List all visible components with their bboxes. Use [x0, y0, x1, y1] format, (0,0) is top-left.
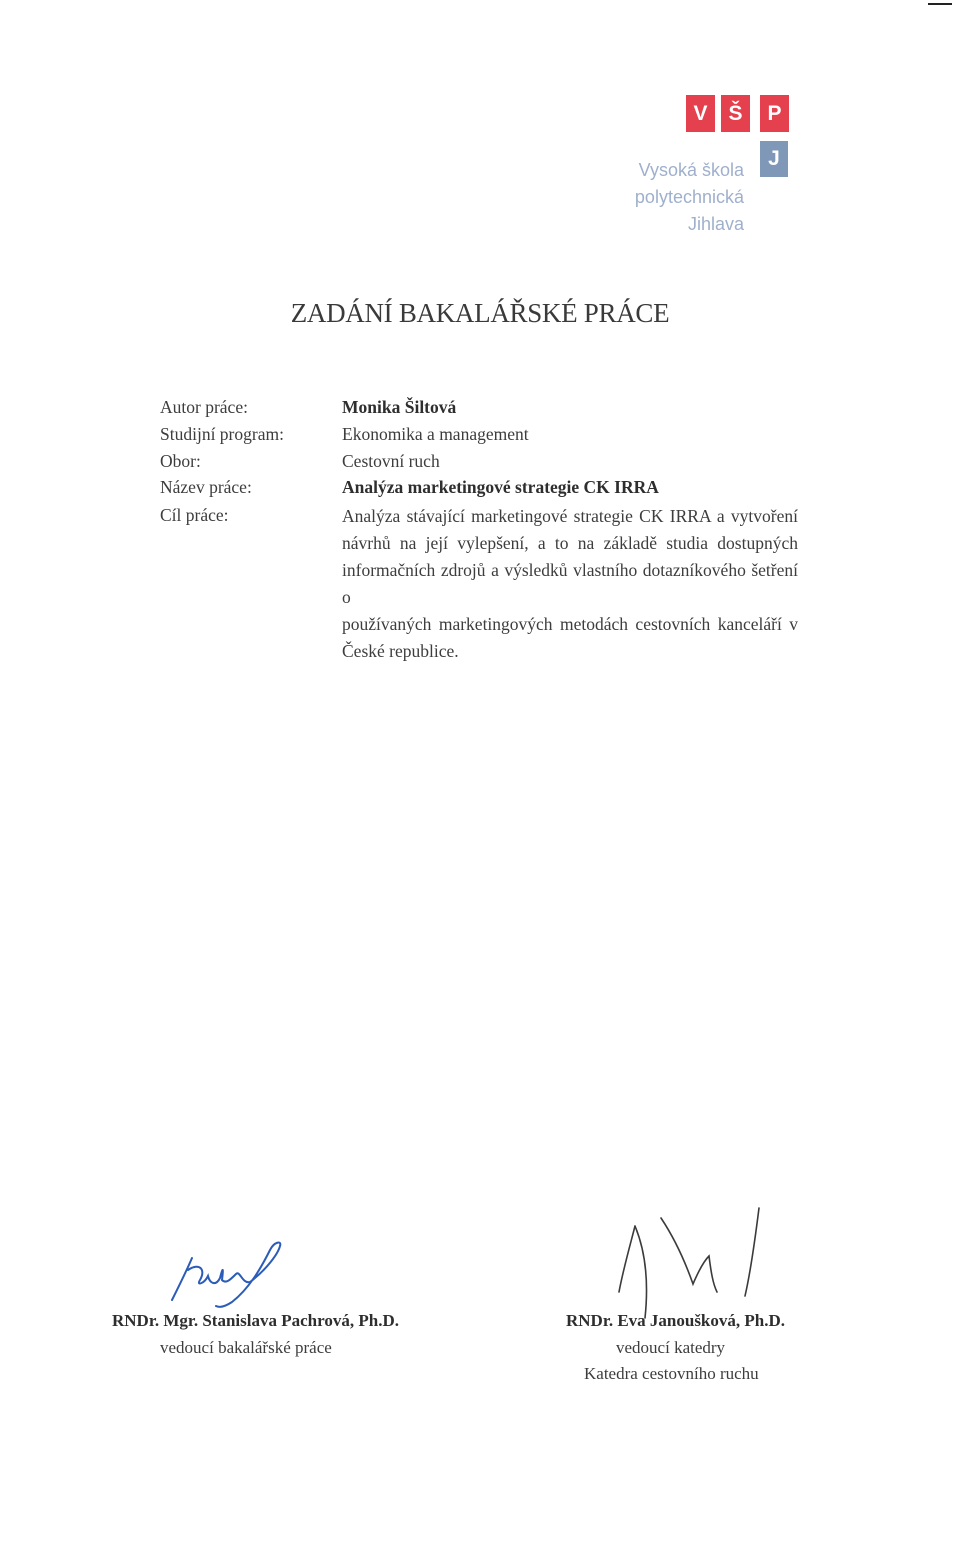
logo-letter-p: P — [760, 95, 789, 132]
supervisor-name: RNDr. Mgr. Stanislava Pachrová, Ph.D. — [112, 1311, 399, 1330]
thesis-title-label: Název práce: — [160, 477, 252, 497]
goal-label: Cíl práce: — [160, 505, 229, 525]
logo-letter-s: Š — [721, 95, 750, 132]
document-title: ZADÁNÍ BAKALÁŘSKÉ PRÁCE — [290, 298, 670, 328]
author-label: Autor práce: — [160, 397, 248, 417]
program-value: Ekonomika a management — [342, 424, 529, 444]
logo-letter-v: V — [686, 95, 715, 132]
field-of-study-label: Obor: — [160, 451, 201, 471]
school-name-line-1: Vysoká škola — [638, 160, 744, 180]
goal-line: používaných marketingových metodách cestovních kanceláří v — [342, 614, 798, 634]
goal-line: informačních zdrojů a výsledků vlastního dotazníkového šetření o — [342, 560, 798, 607]
school-name-line-2: polytechnická — [634, 187, 744, 207]
page-corner-mark — [928, 3, 952, 5]
field-of-study-value: Cestovní ruch — [342, 451, 440, 471]
thesis-title-value: Analýza marketingové strategie CK IRRA — [342, 477, 659, 497]
head-department: Katedra cestovního ruchu — [584, 1364, 759, 1383]
goal-line: Analýza stávající marketingové strategie CK IRRA a vytvoření — [342, 506, 798, 526]
goal-line: České republice. — [342, 641, 459, 661]
supervisor-role: vedoucí bakalářské práce — [160, 1338, 332, 1357]
goal-text — [342, 503, 798, 665]
head-role: vedoucí katedry — [616, 1338, 726, 1357]
goal-line: návrhů na její vylepšení, a to na základě studia dostupných — [342, 533, 798, 553]
logo-letter-j: J — [760, 141, 788, 177]
school-logo — [600, 90, 800, 250]
program-label: Studijní program: — [160, 424, 284, 444]
author-value: Monika Šiltová — [342, 397, 457, 417]
head-name: RNDr. Eva Janoušková, Ph.D. — [566, 1311, 785, 1330]
school-name-line-3: Jihlava — [687, 214, 744, 234]
supervisor-signature — [170, 1240, 300, 1315]
